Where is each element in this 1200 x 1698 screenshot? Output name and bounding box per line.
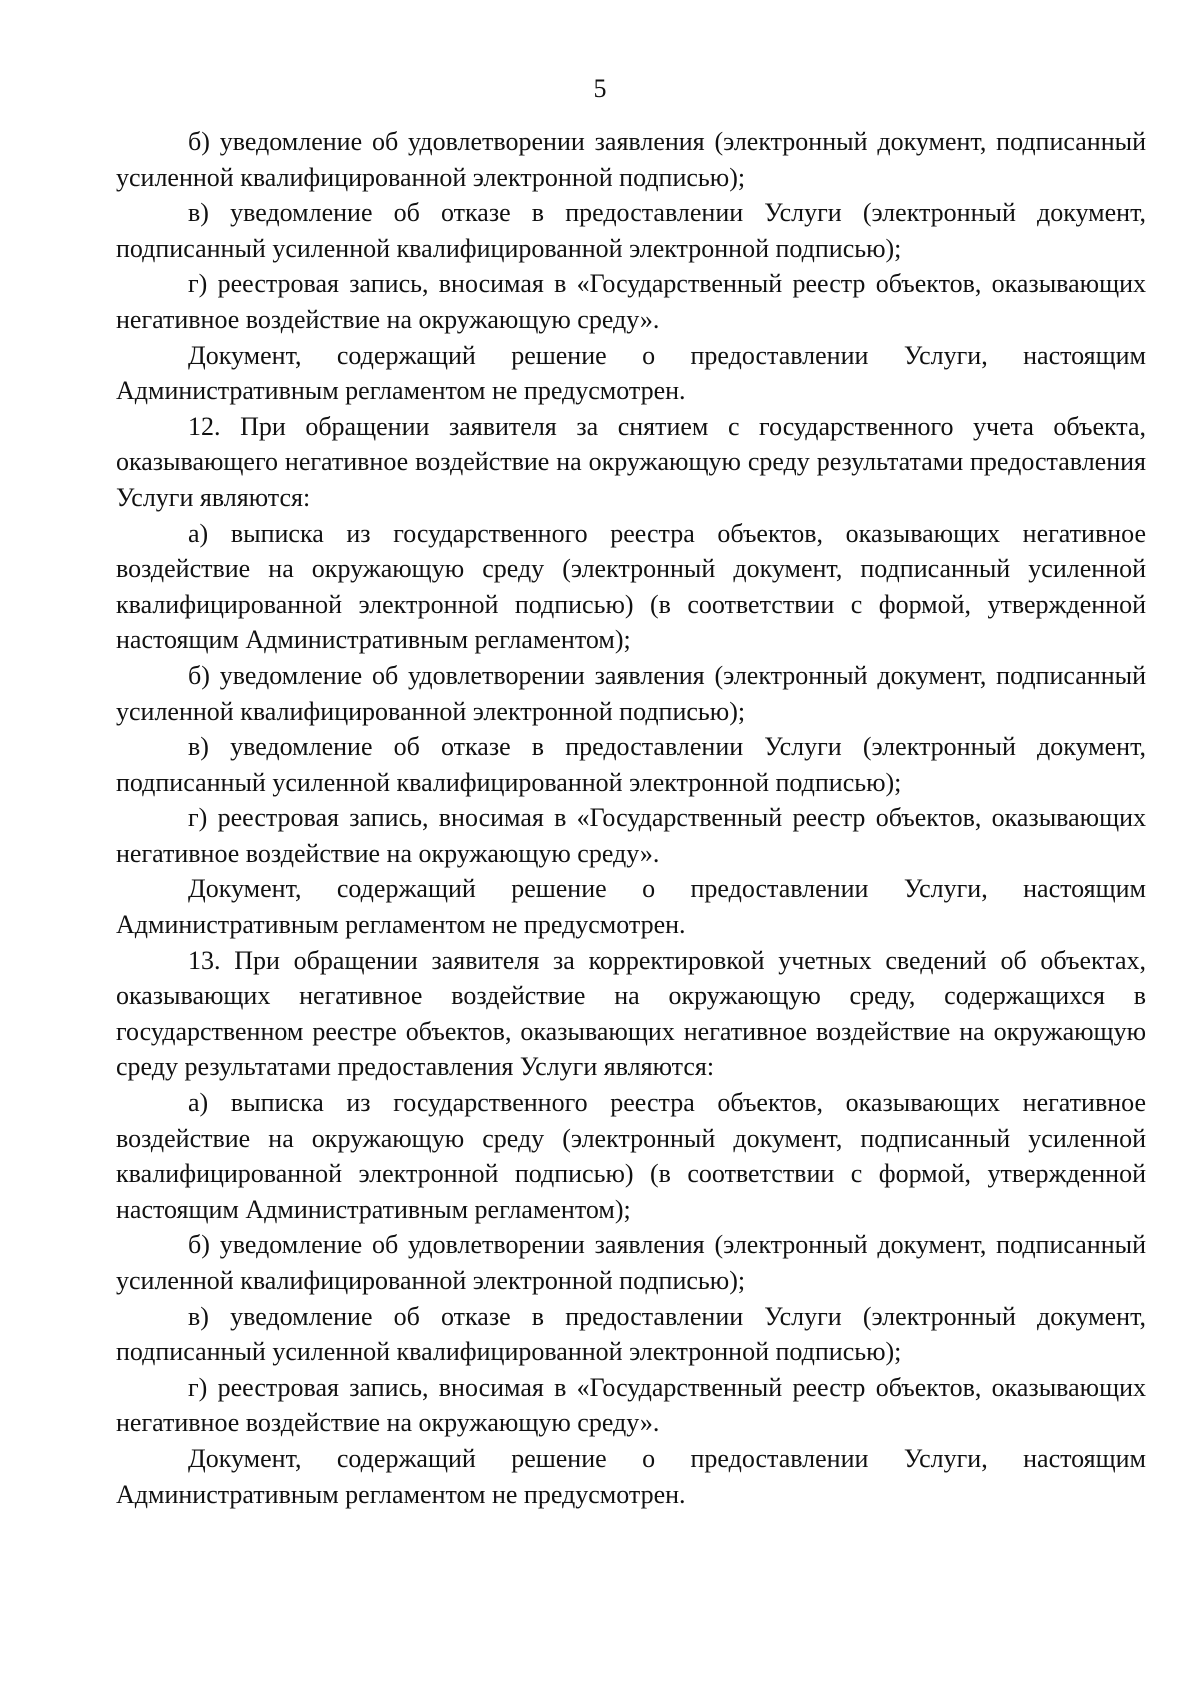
paragraph-item-v-notice-refusal: в) уведомление об отказе в предоставлении Услуги (электронный документ, подписанный усиленной квалифицированной электронной подписью); <box>116 732 1146 797</box>
paragraph-item-b-notice-approval: б) уведомление об удовлетворении заявления (электронный документ, подписанный усиленной квалифицированной электронной подписью); <box>116 1230 1146 1295</box>
paragraph-item-a-registry-extract: а) выписка из государственного реестра объектов, оказывающих негативное воздействие на окружающую среду (электронный документ, подписанный усиленной квалифицированной электронной подписью) (в соответствии с формой, утвержденной настоящим Административным регламентом); <box>116 518 1146 655</box>
paragraph-decision-document-note: Документ, содержащий решение о предоставлении Услуги, настоящим Административным регламентом не предусмотрен. <box>116 340 1146 406</box>
paragraph-decision-document-note: Документ, содержащий решение о предоставлении Услуги, настоящим Административным регламентом не предусмотрен. <box>116 874 1146 940</box>
paragraph-item-b-notice-approval: б) уведомление об удовлетворении заявления (электронный документ, подписанный усиленной квалифицированной электронной подписью); <box>116 127 1146 192</box>
paragraph-item-b-notice-approval: б) уведомление об удовлетворении заявления (электронный документ, подписанный усиленной квалифицированной электронной подписью); <box>116 660 1146 726</box>
paragraph-item-a-registry-extract: а) выписка из государственного реестра объектов, оказывающих негативное воздействие на окружающую среду (электронный документ, подписанный усиленной квалифицированной электронной подписью) (в соответствии с формой, утвержденной настоящим Административным регламентом); <box>116 1088 1146 1224</box>
page-number: 5 <box>593 74 607 103</box>
paragraph-item-v-notice-refusal: в) уведомление об отказе в предоставлении Услуги (электронный документ, подписанный усиленной квалифицированной электронной подписью); <box>116 198 1146 263</box>
paragraph-clause-13: 13. При обращении заявителя за корректировкой учетных сведений об объектах, оказывающих негативное воздействие на окружающую среду, содержащихся в государственном реестре объектов, оказывающих негативное воздействие на окружающую среду результатами предоставления Услуги являются: <box>116 945 1146 1082</box>
paragraph-item-g-registry-entry: г) реестровая запись, вносимая в «Государственный реестр объектов, оказывающих негативное воздействие на окружающую среду». <box>116 1372 1146 1438</box>
paragraph-item-g-registry-entry: г) реестровая запись, вносимая в «Государственный реестр объектов, оказывающих негативное воздействие на окружающую среду». <box>116 803 1146 868</box>
paragraph-item-v-notice-refusal: в) уведомление об отказе в предоставлении Услуги (электронный документ, подписанный усиленной квалифицированной электронной подписью); <box>116 1301 1146 1367</box>
paragraph-item-g-registry-entry: г) реестровая запись, вносимая в «Государственный реестр объектов, оказывающих негативное воздействие на окружающую среду». <box>116 269 1146 334</box>
paragraph-decision-document-note: Документ, содержащий решение о предоставлении Услуги, настоящим Административным регламентом не предусмотрен. <box>116 1443 1146 1509</box>
document-body <box>116 124 1146 1512</box>
paragraph-clause-12: 12. При обращении заявителя за снятием с государственного учета объекта, оказывающего негативное воздействие на окружающую среду результатами предоставления Услуги являются: <box>116 411 1146 512</box>
